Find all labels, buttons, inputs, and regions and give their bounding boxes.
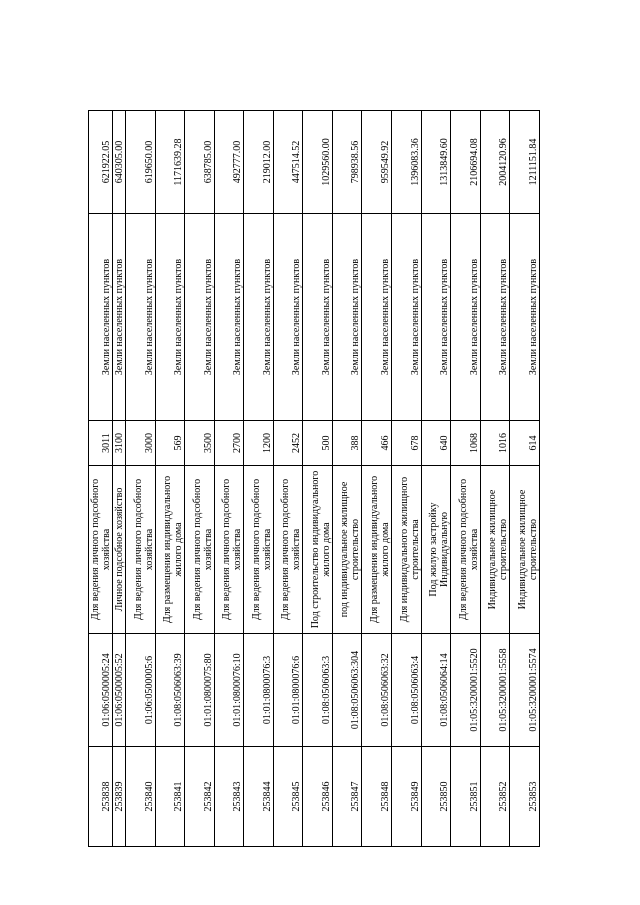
cadastral-number-cell: 01:08:0506063:32 xyxy=(362,634,392,747)
cadastral-number-cell: 01:08:0506063:4 xyxy=(392,634,422,747)
permitted-use-cell: Индивидуальное жилищное строительство xyxy=(480,466,510,634)
row-number-cell: 253849 xyxy=(392,747,422,847)
cadastral-value-cell: 1029560.00 xyxy=(303,111,333,214)
table-row xyxy=(392,111,422,847)
row-number-cell: 253839 xyxy=(113,747,126,847)
cadastral-number-cell: 01:08:0506063:3 xyxy=(303,634,333,747)
permitted-use-cell: Для ведения личного подсобного хозяйства xyxy=(89,466,113,634)
cadastral-value-cell: 447514.52 xyxy=(273,111,303,214)
land-category-cell: Земли населенных пунктов xyxy=(480,214,510,421)
area-cell: 2452 xyxy=(273,421,303,466)
table-row xyxy=(362,111,392,847)
cadastral-value-cell: 1313849.60 xyxy=(421,111,451,214)
cadastral-value-cell: 1211151.84 xyxy=(510,111,540,214)
table-row xyxy=(451,111,481,847)
permitted-use-cell: Индивидуальное жилищное строительство xyxy=(510,466,540,634)
cadastral-value-cell: 1171639.28 xyxy=(155,111,185,214)
cadastral-number-cell: 01:05:3200001:5574 xyxy=(510,634,540,747)
cadastral-value-cell: 619650.00 xyxy=(125,111,155,214)
permitted-use-cell: Для размещения индивидуального жилого дома xyxy=(362,466,392,634)
row-number-cell: 253850 xyxy=(421,747,451,847)
land-category-cell: Земли населенных пунктов xyxy=(273,214,303,421)
land-category-cell: Земли населенных пунктов xyxy=(303,214,333,421)
permitted-use-cell: Личное подсобное хозяйство xyxy=(113,466,126,634)
land-category-cell: Земли населенных пунктов xyxy=(451,214,481,421)
cadastral-value-cell: 1396083.36 xyxy=(392,111,422,214)
cadastral-number-cell: 01:08:0506063:304 xyxy=(332,634,362,747)
row-number-cell: 253843 xyxy=(214,747,244,847)
land-category-cell: Земли населенных пунктов xyxy=(510,214,540,421)
land-category-cell: Земли населенных пунктов xyxy=(155,214,185,421)
row-number-cell: 253845 xyxy=(273,747,303,847)
cadastral-number-cell: 01:08:0506063:39 xyxy=(155,634,185,747)
cadastral-value-cell: 492777.00 xyxy=(214,111,244,214)
land-category-cell: Земли населенных пунктов xyxy=(125,214,155,421)
area-cell: 1016 xyxy=(480,421,510,466)
row-number-cell: 253846 xyxy=(303,747,333,847)
row-number-cell: 253848 xyxy=(362,747,392,847)
land-category-cell: Земли населенных пунктов xyxy=(421,214,451,421)
permitted-use-cell: Под строительство индивидуального жилого дома xyxy=(303,466,333,634)
area-cell: 388 xyxy=(332,421,362,466)
row-number-cell: 253853 xyxy=(510,747,540,847)
land-plots-table xyxy=(88,110,540,847)
area-cell: 3500 xyxy=(185,421,215,466)
table-row xyxy=(303,111,333,847)
table-row xyxy=(113,111,126,847)
permitted-use-cell: Для ведения личного подсобного хозяйства xyxy=(451,466,481,634)
table-body xyxy=(89,111,540,847)
cadastral-value-cell: 2004120.96 xyxy=(480,111,510,214)
cadastral-number-cell: 01:05:3200001:5520 xyxy=(451,634,481,747)
cadastral-number-cell: 01:08:0506064:14 xyxy=(421,634,451,747)
permitted-use-cell: под индивидуальное жилищное строительство xyxy=(332,466,362,634)
area-cell: 1200 xyxy=(244,421,274,466)
land-category-cell: Земли населенных пунктов xyxy=(214,214,244,421)
land-category-cell: Земли населенных пунктов xyxy=(362,214,392,421)
area-cell: 2700 xyxy=(214,421,244,466)
cadastral-number-cell: 01:05:3200001:5558 xyxy=(480,634,510,747)
permitted-use-cell: Для индивидуального жилищного строительства xyxy=(392,466,422,634)
area-cell: 3000 xyxy=(125,421,155,466)
cadastral-value-cell: 638785.00 xyxy=(185,111,215,214)
cadastral-value-cell: 640305.00 xyxy=(113,111,126,214)
cadastral-value-cell: 621922.05 xyxy=(89,111,113,214)
area-cell: 500 xyxy=(303,421,333,466)
table-row xyxy=(89,111,113,847)
area-cell: 466 xyxy=(362,421,392,466)
row-number-cell: 253840 xyxy=(125,747,155,847)
table-row xyxy=(421,111,451,847)
land-category-cell: Земли населенных пунктов xyxy=(392,214,422,421)
area-cell: 3011 xyxy=(89,421,113,466)
table-row xyxy=(185,111,215,847)
row-number-cell: 253852 xyxy=(480,747,510,847)
cadastral-value-cell: 219012.00 xyxy=(244,111,274,214)
table-row xyxy=(480,111,510,847)
area-cell: 614 xyxy=(510,421,540,466)
area-cell: 678 xyxy=(392,421,422,466)
cadastral-number-cell: 01:06:0500005:52 xyxy=(113,634,126,747)
permitted-use-cell: Для ведения личного подсобного хозяйства xyxy=(244,466,274,634)
table-row xyxy=(332,111,362,847)
land-category-cell: Земли населенных пунктов xyxy=(332,214,362,421)
cadastral-value-cell: 959549.92 xyxy=(362,111,392,214)
cadastral-number-cell: 01:06:0500005:24 xyxy=(89,634,113,747)
table-row xyxy=(273,111,303,847)
row-number-cell: 253841 xyxy=(155,747,185,847)
area-cell: 1068 xyxy=(451,421,481,466)
permitted-use-cell: Для размещения индивидуального жилого дома xyxy=(155,466,185,634)
row-number-cell: 253838 xyxy=(89,747,113,847)
permitted-use-cell: Для ведения личного подсобного хозяйства xyxy=(214,466,244,634)
table-row xyxy=(244,111,274,847)
row-number-cell: 253844 xyxy=(244,747,274,847)
permitted-use-cell: Для ведения личного подсобного хозяйства xyxy=(125,466,155,634)
land-category-cell: Земли населенных пунктов xyxy=(113,214,126,421)
cadastral-number-cell: 01:01:0800075:80 xyxy=(185,634,215,747)
table-row xyxy=(214,111,244,847)
row-number-cell: 253847 xyxy=(332,747,362,847)
area-cell: 3100 xyxy=(113,421,126,466)
cadastral-value-cell: 798938.56 xyxy=(332,111,362,214)
row-number-cell: 253842 xyxy=(185,747,215,847)
cadastral-value-cell: 2106694.08 xyxy=(451,111,481,214)
table-row xyxy=(155,111,185,847)
land-category-cell: Земли населенных пунктов xyxy=(244,214,274,421)
cadastral-number-cell: 01:06:0500005:6 xyxy=(125,634,155,747)
cadastral-number-cell: 01:01:0800076:3 xyxy=(244,634,274,747)
area-cell: 640 xyxy=(421,421,451,466)
cadastral-number-cell: 01:01:0800076:10 xyxy=(214,634,244,747)
table-row xyxy=(125,111,155,847)
row-number-cell: 253851 xyxy=(451,747,481,847)
cadastral-number-cell: 01:01:0800076:6 xyxy=(273,634,303,747)
permitted-use-cell: Под жилую застройку Индивидуальную xyxy=(421,466,451,634)
area-cell: 569 xyxy=(155,421,185,466)
table-row xyxy=(510,111,540,847)
land-category-cell: Земли населенных пунктов xyxy=(185,214,215,421)
land-category-cell: Земли населенных пунктов xyxy=(89,214,113,421)
rotated-table-wrapper xyxy=(88,111,540,847)
permitted-use-cell: Для ведения личного подсобного хозяйства xyxy=(273,466,303,634)
permitted-use-cell: Для ведения личного подсобного хозяйства xyxy=(185,466,215,634)
